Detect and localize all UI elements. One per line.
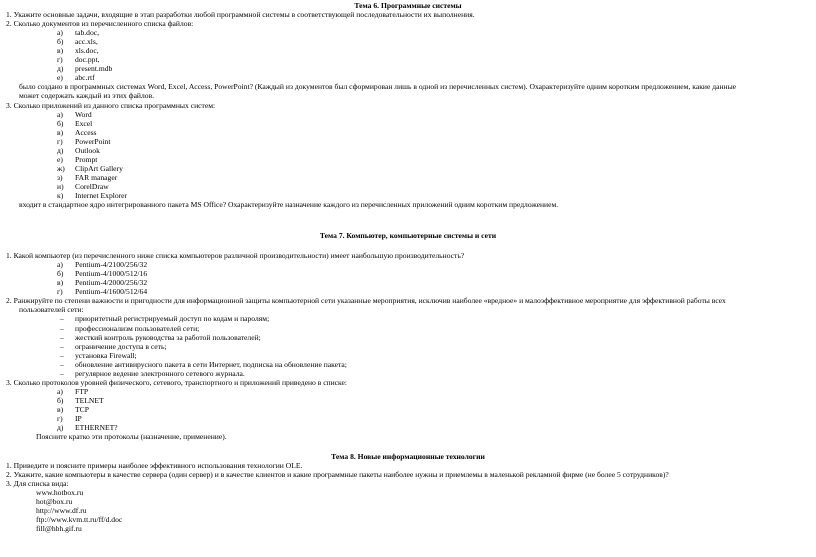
section-8-q1: 1. Приведите и поясните примеры наиболее эффективного использования технологии OLE. [6, 461, 303, 471]
list-item: в) TCP [57, 404, 89, 414]
list-item: г) PowerPoint [57, 136, 111, 146]
section-6-q3-list [0, 110, 816, 200]
section-8-title: Тема 8. Новые информационные технологии [331, 452, 485, 462]
list-item: ж) ClipArt Gallery [57, 163, 123, 173]
section-7-title: Тема 7. Компьютер, компьютерные системы и сети [319, 231, 497, 241]
list-item: – профессионализм пользователей сети; [60, 323, 200, 333]
section-7-q1-list [0, 260, 816, 296]
section-7-q2-line2: пользователей сети: [19, 305, 84, 315]
list-item: б) Pentium-4/1000/512/16 [57, 269, 148, 279]
section-7-q2-line1: 2. Ранжируйте по степени важности и пригодности для информационной защиты компьютерной сети указанные мероприятия, исключив наиболее «вредное» и малоэффективное мероприятие для эффективной работы всех [6, 296, 726, 306]
list-item: г) doc.ppt, [57, 55, 100, 65]
list-item: – обновление антивирусного пакета в сети Интернет, подписка на обновление пакета; [60, 359, 347, 369]
list-item: б) acc.xls, [57, 37, 98, 47]
section-6-q2-intro: 2. Сколько документов из перечисленного списка файлов: [6, 19, 194, 29]
section-7-q3-intro: 3. Сколько протоколов уровней физического, сетевого, транспортного и приложений приведено в списке: [6, 377, 348, 387]
list-item: з) FAR manager [57, 172, 118, 182]
section-6-q2-list [0, 28, 816, 82]
section-6-q1: 1. Укажите основные задачи, входящие в этап разработки любой программной системы в соответствующей последовательности их выполнения. [6, 10, 475, 20]
list-item: б) TELNET [57, 395, 104, 405]
list-item: www.hotbox.ru [36, 488, 84, 498]
section-7-q3-list [0, 387, 816, 432]
list-item: и) CorelDraw [57, 181, 109, 191]
section-7-q2-list [0, 314, 816, 377]
list-item: г) IP [57, 413, 82, 423]
list-item: в) Pentium-4/2000/256/32 [57, 278, 148, 288]
list-item: д) ETHERNET? [57, 423, 118, 433]
list-item: к) Internet Explorer [57, 190, 128, 200]
list-item: г) Pentium-4/1600/512/64 [57, 287, 148, 297]
list-item: ftp://www.kvm.tt.ru/ff/d.doc [36, 515, 123, 525]
section-8-q2: 2. Укажите, какие компьютеры в качестве сервера (один сервер) и в качестве клиентов и какие программные пакеты наиболее нужны и приемлемы в маленькой рекламной фирме (не более 5 сотрудников)? [6, 470, 669, 480]
list-item: е) Prompt [57, 154, 98, 164]
list-item: в) xls.doc, [57, 46, 99, 56]
list-item: а) Pentium-4/2100/256/32 [57, 260, 148, 270]
section-8-q3-list [0, 488, 816, 533]
list-item: а) tab.doc, [57, 28, 100, 38]
section-6-q3-tail: входит в стандартное ядро интегрированного пакета MS Office? Охарактеризуйте назначение каждого из перечисленных приложений одним коротким предложением. [19, 200, 559, 210]
list-item: fill@hbh.gif.ru [36, 524, 82, 534]
list-item: а) FTP [57, 386, 89, 396]
section-7-q3-tail: Поясните кратко эти протоколы (назначение, применение). [36, 432, 227, 442]
list-item: – установка Firewall; [60, 350, 137, 360]
list-item: hot@box.ru [36, 497, 73, 507]
section-6-q3-intro: 3. Сколько приложений из данного списка программных систем: [6, 100, 216, 110]
section-6-title: Тема 6. Программные системы [354, 1, 462, 10]
section-7-q1: 1. Какой компьютер (из перечисленного ниже списка компьютеров различной производительности) имеет наибольшую производительность? [6, 251, 465, 261]
list-item: в) Access [57, 127, 97, 137]
list-item: д) present.mdb [57, 64, 113, 74]
document-page [0, 1, 816, 534]
list-item: – жесткий контроль руководства за работой пользователей; [60, 332, 261, 342]
list-item: е) abc.rtf [57, 73, 95, 83]
section-6-q2-tail-2: может содержать каждый из этих файлов. [19, 91, 155, 101]
section-8-q3-intro: 3. Для списка вида: [6, 479, 69, 489]
section-6-q2-tail-1: было создано в программных системах Word, Excel, Access, PowerPoint? (Каждый из документов был сформирован лишь в одной из перечисленных систем). Охарактеризуйте одним коротким предложением, какие данные [19, 82, 737, 92]
list-item: – регулярное ведение электронного сетевого журнала. [60, 368, 245, 378]
list-item: б) Excel [57, 118, 93, 128]
list-item: а) Word [57, 109, 92, 119]
list-item: д) Outlook [57, 145, 100, 155]
list-item: – ограничение доступа в сеть; [60, 341, 167, 351]
list-item: – приоритетный регистрируемый доступ по кодам и паролям; [60, 314, 270, 324]
list-item: http://www.df.ru [36, 506, 87, 516]
